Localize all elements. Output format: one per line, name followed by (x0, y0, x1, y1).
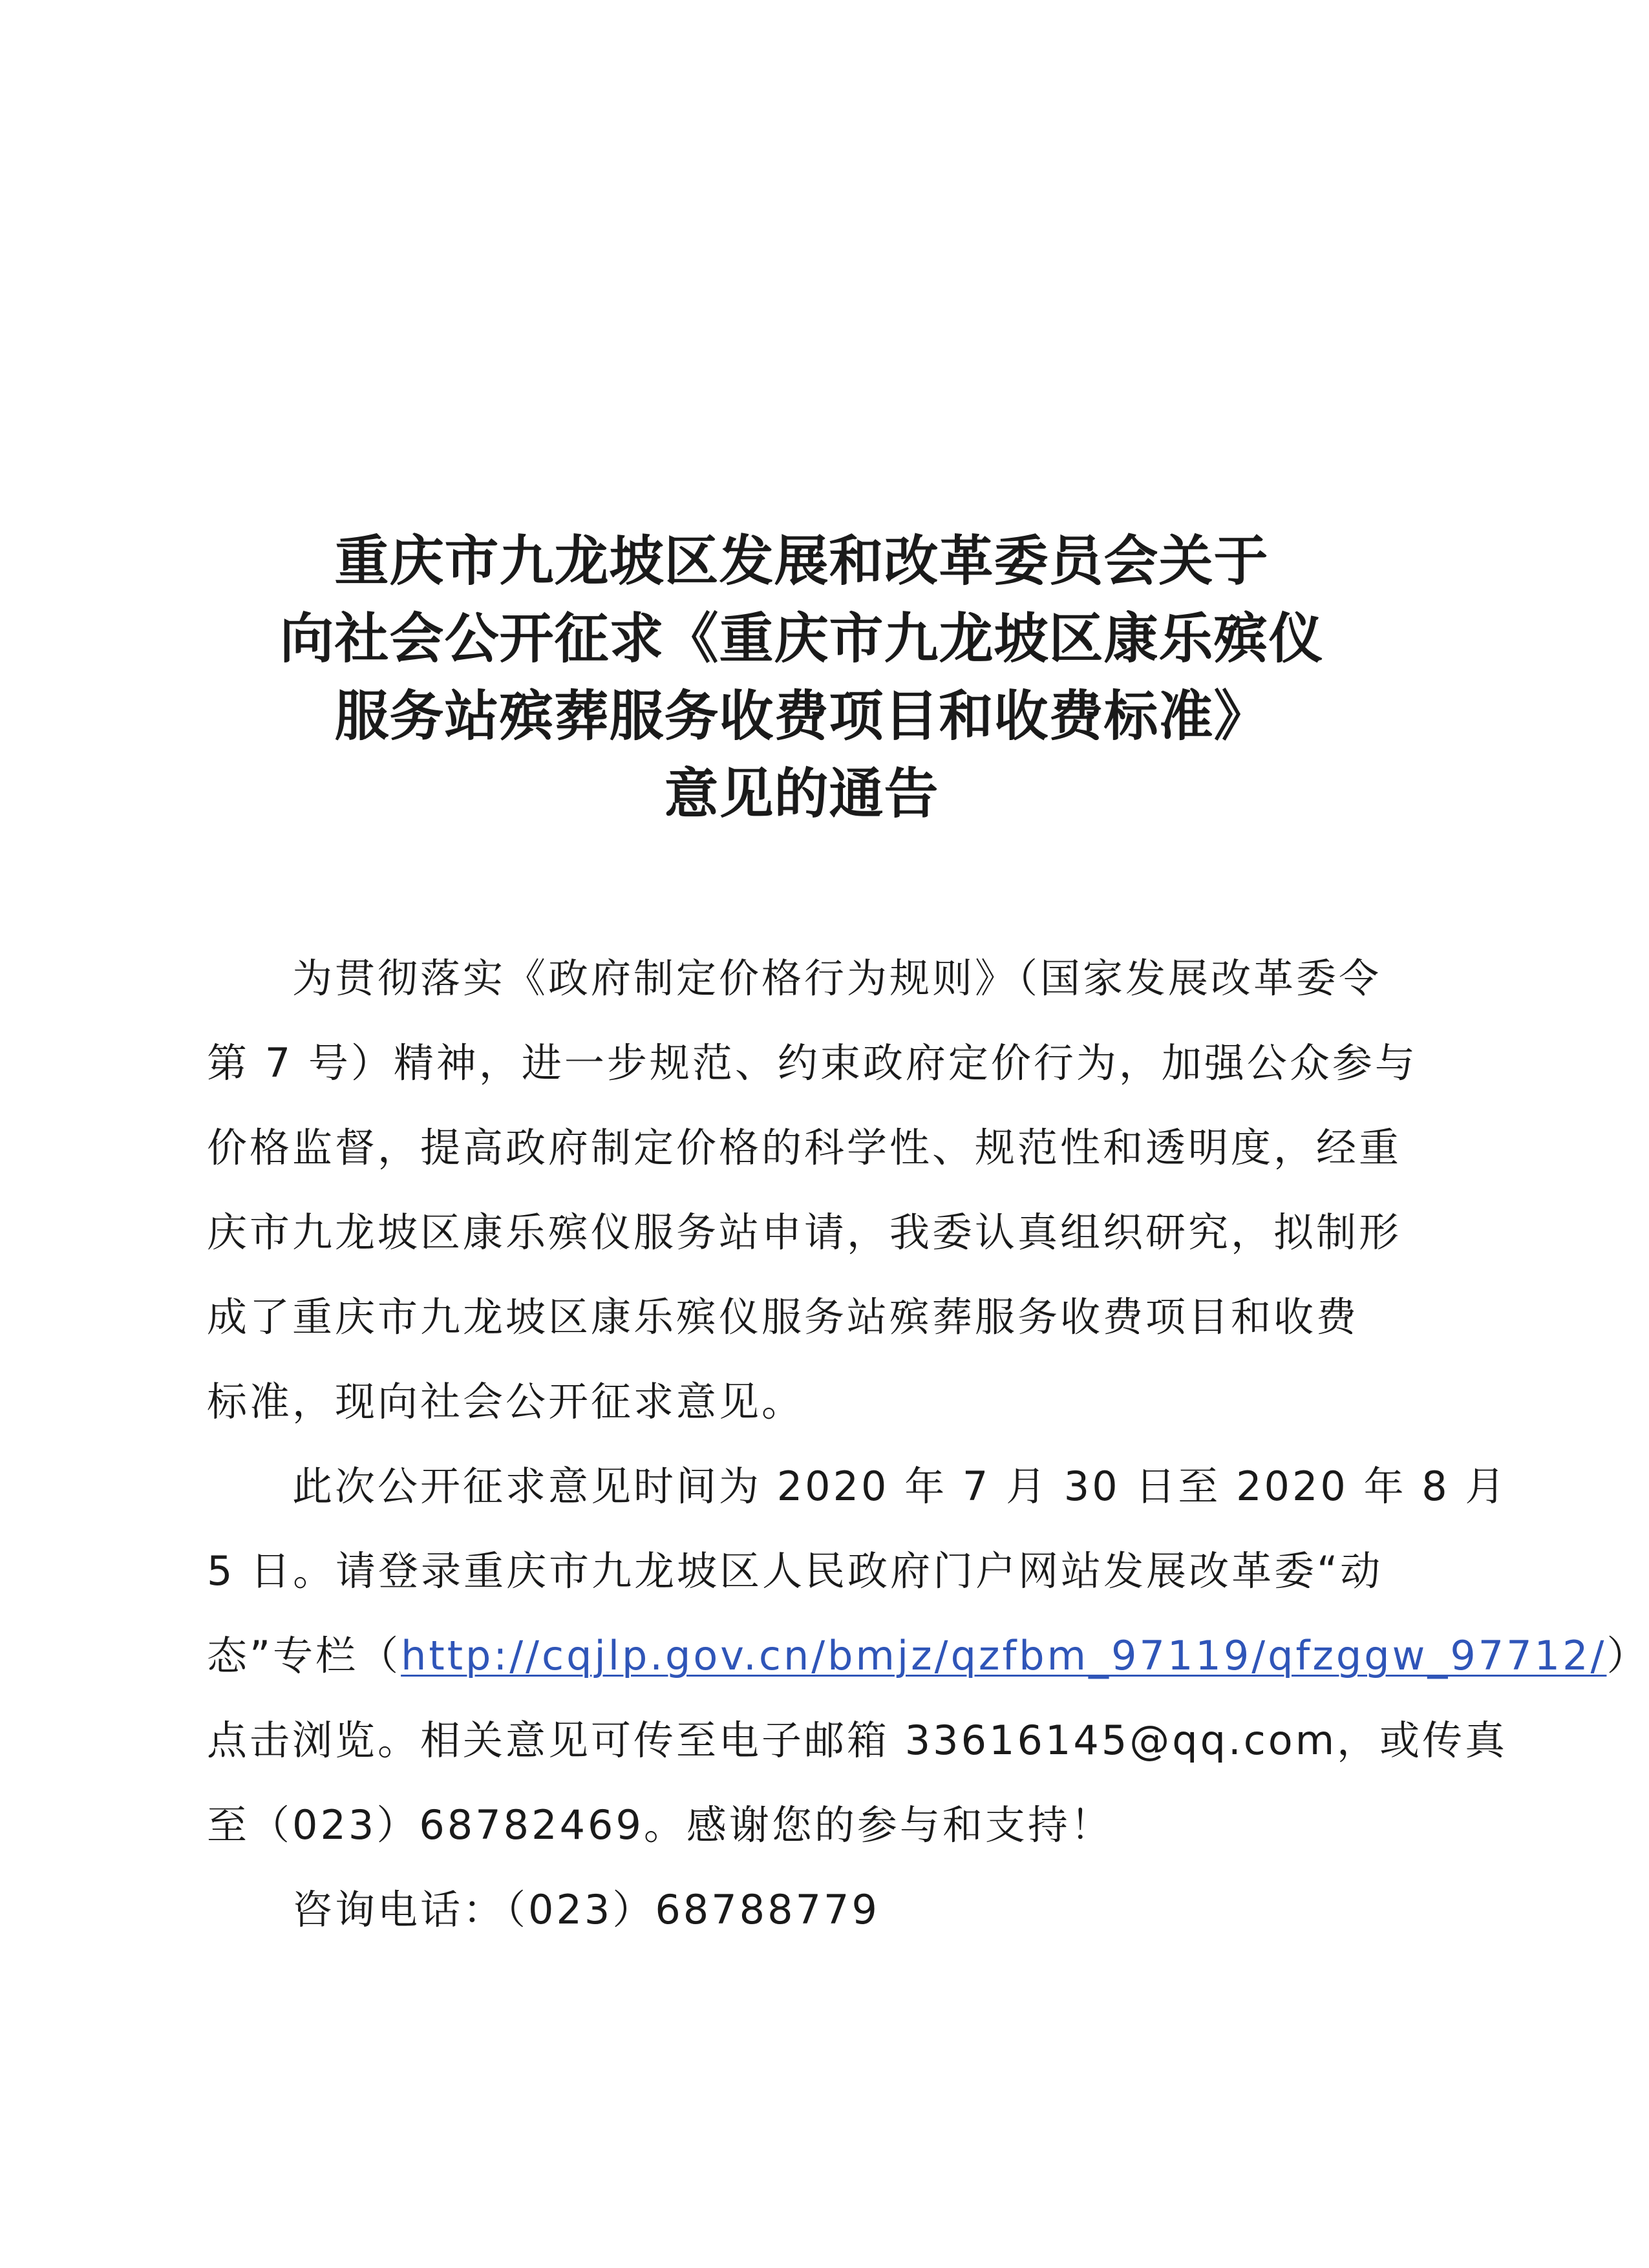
title-line-1: 重庆市九龙坡区发展和改革委员会关于 (334, 529, 1269, 593)
link-suffix: ） (1606, 1632, 1649, 1679)
paragraph-2 (207, 1444, 1649, 1867)
title-line-4: 意见的通告 (664, 761, 939, 825)
consult-phone: 咨询电话：（023）68788779 (292, 1886, 880, 1933)
paragraph-1-line: 标准，现向社会公开征求意见。 (207, 1378, 805, 1425)
paragraph-1-line: 庆市九龙坡区康乐殡仪服务站申请，我委认真组织研究，拟制形 (207, 1209, 1402, 1256)
document-body (207, 936, 1649, 1952)
paragraph-1-line: 成了重庆市九龙坡区康乐殡仪服务站殡葬服务收费项目和收费 (207, 1293, 1359, 1341)
paragraph-1-line: 价格监督，提高政府制定价格的科学性、规范性和透明度，经重 (207, 1124, 1402, 1171)
paragraph-1-line: 第 7 号）精神，进一步规范、约束政府定价行为，加强公众参与 (207, 1039, 1418, 1086)
paragraph-1 (207, 936, 1418, 1444)
paragraph-2-line: 至（023）68782469。感谢您的参与和支持！ (207, 1801, 1113, 1849)
paragraph-2-line: 此次公开征求意见时间为 2020 年 7 月 30 日至 2020 年 8 月 (292, 1463, 1508, 1510)
paragraph-2-link-line (207, 1613, 1649, 1698)
title-line-2: 向社会公开征求《重庆市九龙坡区康乐殡仪 (279, 606, 1324, 670)
website-link[interactable]: http://cqjlp.gov.cn/bmjz/qzfbm_97119/qfzggw_97712/ (401, 1632, 1607, 1679)
document-title (162, 522, 1442, 832)
paragraph-2-line: 点击浏览。相关意见可传至电子邮箱 33616145@qq.com，或传真 (207, 1717, 1508, 1764)
paragraph-2-line: 5 日。请登录重庆市九龙坡区人民政府门户网站发展改革委“动 (207, 1547, 1383, 1595)
paragraph-1-line: 为贯彻落实《政府制定价格行为规则》（国家发展改革委令 (292, 955, 1382, 1002)
link-prefix: 态”专栏（ (207, 1632, 401, 1679)
title-line-3: 服务站殡葬服务收费项目和收费标准》 (334, 684, 1269, 748)
